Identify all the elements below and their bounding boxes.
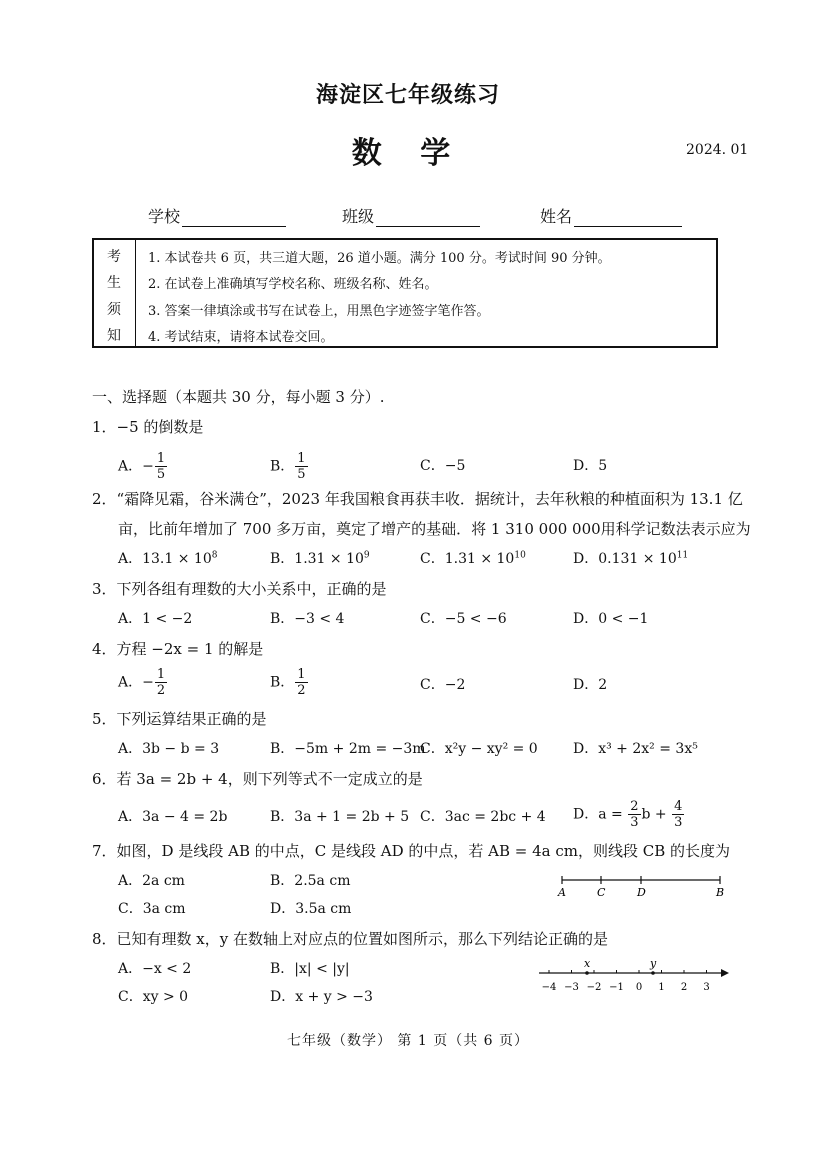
notice-side-char: 考 [107,249,121,265]
class-field[interactable] [342,204,480,227]
question-8-stem: 8．已知有理数 x，y 在数轴上对应点的位置如图所示，那么下列结论正确的是 [92,930,609,948]
point-label-c: C [597,886,606,899]
section-heading: 一、选择题（本题共 30 分，每小题 3 分）. [92,388,385,406]
q7-option-c[interactable]: C．3a cm [118,901,186,917]
school-field[interactable] [148,204,286,227]
notice-side-char: 须 [107,302,121,318]
q4-option-b[interactable]: B． $\frac{1}{2}$ [270,667,306,698]
q3-option-d[interactable]: D．0 < −1 [573,611,649,627]
question-4-stem: 4．方程 −2x = 1 的解是 [92,640,264,658]
number-line-tick-label: 1 [658,982,665,993]
point-y-label: y [650,957,657,970]
point-label-d: D [637,886,646,899]
q4-option-c[interactable]: C．−2 [420,677,466,693]
question-1-stem: 1．−5 的倒数是 [92,418,204,436]
exam-title: 海淀区七年级练习 [315,82,500,108]
fraction: $\frac{1}{5}$ [297,451,306,482]
q7-option-a[interactable]: A．2a cm [118,873,185,889]
name-field[interactable] [540,204,682,227]
notice-side-char: 知 [107,328,121,344]
number-line-tick-label: −4 [541,982,557,993]
q8-option-d[interactable]: D．x + y > −3 [270,989,373,1005]
question-6-stem: 6．若 3a = 2b + 4，则下列等式不一定成立的是 [92,770,423,788]
number-line-tick-label: −1 [609,982,624,993]
notice-item: 3. 答案一律填涂或书写在试卷上，用黑色字迹签字笔作答。 [148,304,490,319]
q6-option-a[interactable]: A．3a − 4 = 2b [118,809,228,825]
q3-option-a[interactable]: A．1 < −2 [118,611,193,627]
number-line-tick-label: 2 [680,982,688,993]
notice-item: 1. 本试卷共 6 页，共三道大题，26 道小题。满分 100 分。考试时间 90 分钟。 [148,251,611,266]
number-line-tick-label: −3 [564,982,579,993]
exam-date: 2024. 01 [686,142,749,158]
page-footer: 七年级（数学） 第 1 页（共 6 页） [286,1033,530,1049]
question-5-stem: 5．下列运算结果正确的是 [92,710,267,728]
number-line-tick-label: 0 [635,982,643,993]
q5-option-b[interactable]: B．−5m + 2m = −3m [270,741,426,757]
q7-option-d[interactable]: D．3.5a cm [270,901,352,917]
number-line-diagram [535,955,730,995]
q7-option-b[interactable]: B．2.5a cm [270,873,351,889]
name-blank[interactable] [574,210,682,227]
fraction: $\frac{2}{3}$ [630,799,639,830]
number-line-arrow-icon [721,969,729,977]
q8-option-c[interactable]: C．xy > 0 [118,989,189,1005]
exam-notice-box [92,238,718,348]
q1-option-c[interactable]: C．−5 [420,458,466,474]
notice-side-column [94,240,136,346]
q1-option-a[interactable]: A．− $\frac{1}{5}$ [118,451,166,482]
q5-option-a[interactable]: A．3b − b = 3 [118,741,220,757]
q4-option-a[interactable]: A．− $\frac{1}{2}$ [118,667,166,698]
q2-option-c[interactable]: C．$1.31 \times 10^{10}$ [420,550,526,567]
number-line-tick-label: 3 [703,982,710,993]
question-7-stem: 7．如图，D 是线段 AB 的中点，C 是线段 AD 的中点，若 AB = 4a cm，则线段 CB 的长度为 [92,842,731,860]
q2-option-a[interactable]: A．$13.1 \times 10^8$ [118,550,218,567]
point-y [651,971,655,975]
point-label-b: B [716,886,725,899]
point-x [585,971,589,975]
fraction: $\frac{4}{3}$ [674,799,683,830]
segment-diagram [550,870,730,900]
q3-option-c[interactable]: C．−5 < −6 [420,611,507,627]
q6-option-c[interactable]: C．3ac = 2bc + 4 [420,809,546,825]
class-blank[interactable] [376,210,480,227]
school-blank[interactable] [182,210,286,227]
q6-option-d[interactable]: D．a = $\frac{2}{3}$ b + $\frac{4}{3}$ [573,799,683,830]
class-label: 班级 [342,207,375,226]
point-label-a: A [558,886,566,899]
fraction: $\frac{1}{2}$ [156,667,166,698]
q2-option-b[interactable]: B．$1.31 \times 10^9$ [270,550,370,567]
q8-option-b[interactable]: B．|x| < |y| [270,961,350,977]
fraction: $\frac{1}{2}$ [297,667,306,698]
name-label: 姓名 [540,207,573,226]
question-2-stem-line1: 2．“霜降见霜，谷米满仓”，2023 年我国粮食再获丰收．据统计，去年秋粮的种植面积为 13.1 亿 [92,490,743,508]
number-line-tick-label: −2 [586,982,602,993]
q4-option-d[interactable]: D．2 [573,677,608,693]
q3-option-b[interactable]: B．−3 < 4 [270,611,345,627]
q5-option-c[interactable]: C．x²y − xy² = 0 [420,741,538,757]
q5-option-d[interactable]: D．x³ + 2x² = 3x⁵ [573,741,698,757]
notice-side-char: 生 [107,275,121,291]
q1-option-d[interactable]: D．5 [573,458,608,474]
subject-title: 数 学 [351,136,465,171]
q1-option-b[interactable]: B． $\frac{1}{5}$ [270,451,306,482]
question-3-stem: 3．下列各组有理数的大小关系中，正确的是 [92,580,387,598]
q2-option-d[interactable]: D．$0.131 \times 10^{11}$ [573,550,689,567]
question-2-stem-line2: 亩，比前年增加了 700 多万亩，奠定了增产的基础．将 1 310 000 000用科学记数法表示应为 [118,520,751,538]
q8-option-a[interactable]: A．−x < 2 [118,961,192,977]
notice-item: 2. 在试卷上准确填写学校名称、班级名称、姓名。 [148,277,438,292]
point-x-label: x [584,957,591,970]
fraction: $\frac{1}{5}$ [156,451,166,482]
school-label: 学校 [148,207,181,226]
q6-option-b[interactable]: B．3a + 1 = 2b + 5 [270,809,410,825]
notice-item: 4. 考试结束，请将本试卷交回。 [148,330,334,345]
